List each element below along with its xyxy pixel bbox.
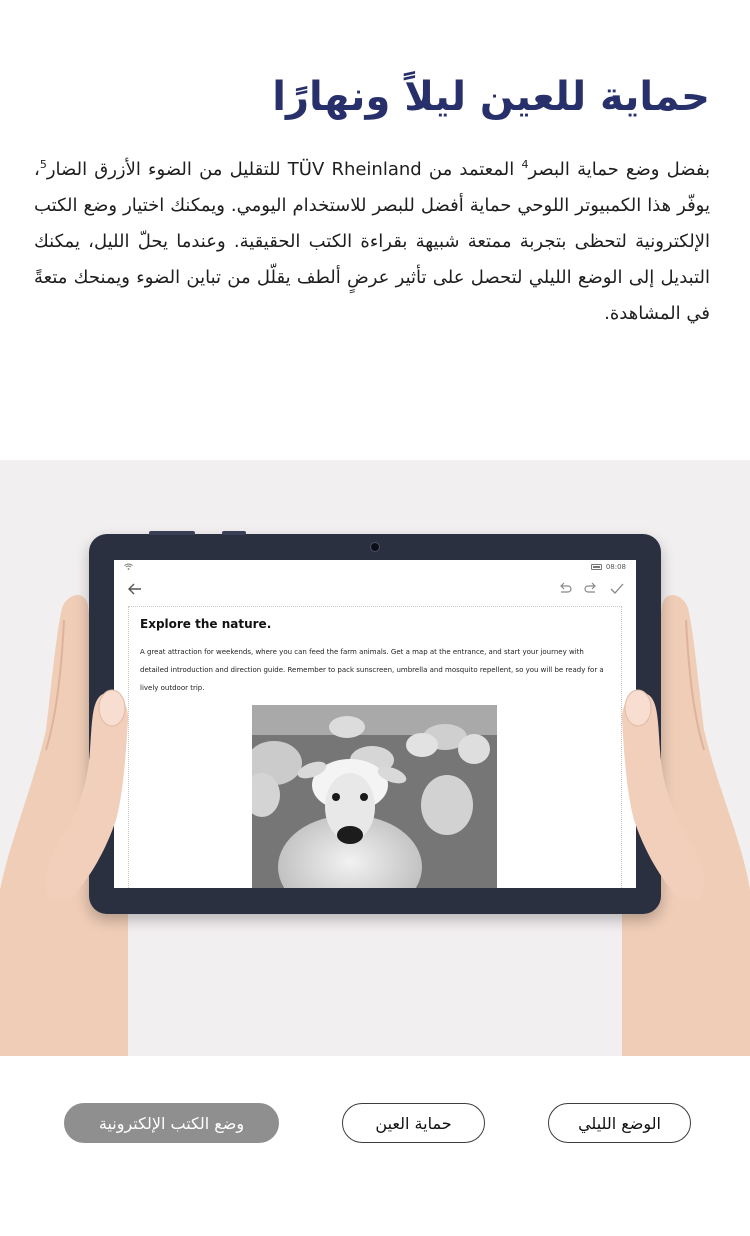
brand-name: TÜV Rheinland bbox=[287, 159, 422, 180]
product-showcase bbox=[0, 460, 750, 1056]
night-mode-button[interactable]: الوضع الليلي bbox=[548, 1103, 691, 1143]
section-title: حماية للعين ليلاً ونهارًا bbox=[272, 74, 710, 120]
document-body: A great attraction for weekends, where you can feed the farm animals. Get a map at the entrance, and start your journey with detailed introduction and direction guide. Remember to pack sunscreen, umbrella and mosquito repellent, so you will be ready for a lively outdoor trip. bbox=[140, 648, 604, 692]
document-title: Explore the nature. bbox=[140, 617, 272, 631]
footnote-5: 5 bbox=[39, 158, 47, 171]
section-description bbox=[34, 152, 710, 332]
eye-protection-button[interactable]: حماية العين bbox=[342, 1103, 485, 1143]
description-part-1: بفضل وضع حماية البصر bbox=[528, 159, 711, 180]
description-part-4: ، يوفّر هذا الكمبيوتر اللوحي حماية أفضل للبصر للاستخدام اليومي. ويمكنك اختيار وضع الكتب الإلكترونية لتحظى بتجربة ممتعة شبيهة بقراءة الكتب الحقيقية. وعندما يحلّ الليل، يمكنك التبديل إلى الوضع الليلي لتحصل على تأثير عرضٍ ألطف يقلّل من تباين الضوء ويمنحك متعةً في المشاهدة. bbox=[34, 159, 710, 324]
status-time: 08:08 bbox=[605, 563, 626, 571]
description-part-2: المعتمد من bbox=[421, 159, 522, 180]
description-part-3: للتقليل من الضوء الأزرق الضار bbox=[46, 159, 288, 180]
ebook-mode-button[interactable]: وضع الكتب الإلكترونية bbox=[64, 1103, 279, 1143]
right-thumb-image bbox=[0, 460, 750, 1056]
footnote-4: 4 bbox=[521, 158, 529, 171]
